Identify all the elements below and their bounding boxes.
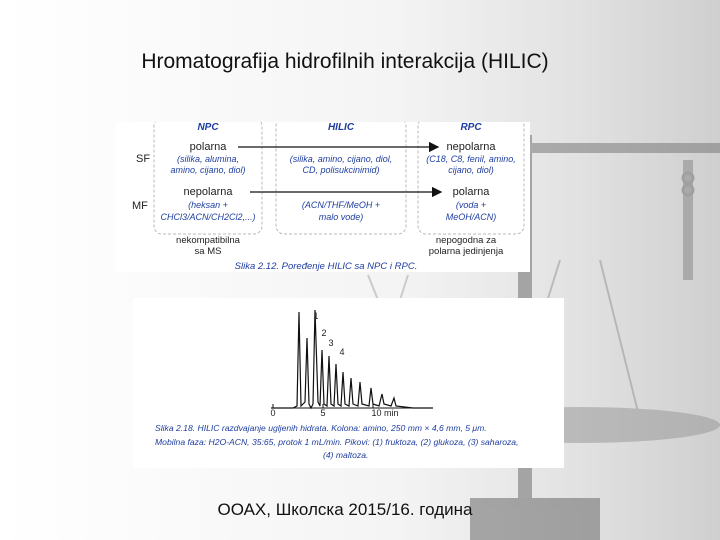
x-tick-label-10: 10 min bbox=[371, 408, 399, 418]
npc-mf-main: nepolarna bbox=[183, 186, 233, 198]
peak-label-2: 2 bbox=[321, 328, 327, 338]
rpc-sf-detail-1: (C18, C8, fenil, amino, bbox=[426, 154, 516, 164]
hilic-mf-detail-2: malo vode) bbox=[318, 212, 364, 222]
figure-2-caption-line-3: (4) maltoza. bbox=[323, 450, 369, 460]
rpc-mf-main: polarna bbox=[452, 186, 490, 198]
rpc-note-2: polarna jedinjenja bbox=[428, 246, 504, 257]
npc-sf-detail-1: (silika, aluminа, bbox=[176, 154, 240, 164]
npc-header: NPC bbox=[197, 122, 219, 133]
hilic-sf-detail-1: (silika, amino, cijano, diol, bbox=[289, 154, 393, 164]
figure-2-caption-line-1: Slika 2.18. HILIC razdvajanje ugljenih hidrata. Kolona: amino, 250 mm × 4,6 mm, 5 μm. bbox=[155, 423, 487, 433]
npc-note-2: sa MS bbox=[194, 246, 222, 257]
figure-1-caption: Slika 2.12. Poređenje HILIC sa NPC i RPC. bbox=[234, 261, 418, 272]
comparison-diagram bbox=[116, 122, 530, 272]
npc-note-1: nekompatibilna bbox=[176, 235, 240, 246]
peak-label-3: 3 bbox=[328, 338, 334, 348]
hilic-header: HILIC bbox=[327, 122, 355, 133]
peak-label-4: 4 bbox=[339, 347, 345, 357]
slide-footer: ООАХ, Школска 2015/16. година bbox=[217, 500, 473, 519]
x-tick-label-0: 0 bbox=[270, 408, 276, 418]
rpc-mf-detail-2: MeOH/ACN) bbox=[445, 212, 497, 222]
npc-mf-detail-1: (heksan + bbox=[188, 200, 228, 210]
chromatogram-figure bbox=[133, 298, 564, 468]
mf-row-label: MF bbox=[132, 200, 148, 212]
peak-label-1: 1 bbox=[313, 311, 319, 321]
rpc-mf-detail-1: (voda + bbox=[455, 200, 487, 210]
rpc-note-1: nepogodna za bbox=[435, 235, 497, 246]
chromatogram-trace bbox=[271, 310, 433, 408]
comparison-figure bbox=[116, 122, 530, 272]
rpc-header: RPC bbox=[460, 122, 482, 133]
slide-title: Hromatografija hidrofilnih interakcija (HILIC) bbox=[141, 50, 549, 73]
hilic-sf-detail-2: CD, polisukcinimid) bbox=[302, 165, 380, 175]
npc-sf-detail-2: amino, cijano, diol) bbox=[170, 165, 246, 175]
npc-sf-main: polarna bbox=[189, 141, 227, 153]
x-tick-label-5: 5 bbox=[320, 408, 326, 418]
chromatogram bbox=[133, 298, 564, 468]
hilic-mf-detail-1: (ACN/THF/MeOH + bbox=[301, 200, 381, 210]
rpc-sf-detail-2: cijano, diol) bbox=[448, 165, 494, 175]
sf-row-label: SF bbox=[136, 153, 151, 165]
npc-mf-detail-2: CHCl3/ACN/CH2Cl2,...) bbox=[160, 212, 256, 222]
rpc-sf-main: nepolarna bbox=[446, 141, 496, 153]
figure-2-caption-line-2: Mobilna faza: H2O-ACN, 35:65, protok 1 mL/min. Pikovi: (1) fruktoza, (2) glukoza, (3) saharoza, bbox=[155, 437, 519, 447]
